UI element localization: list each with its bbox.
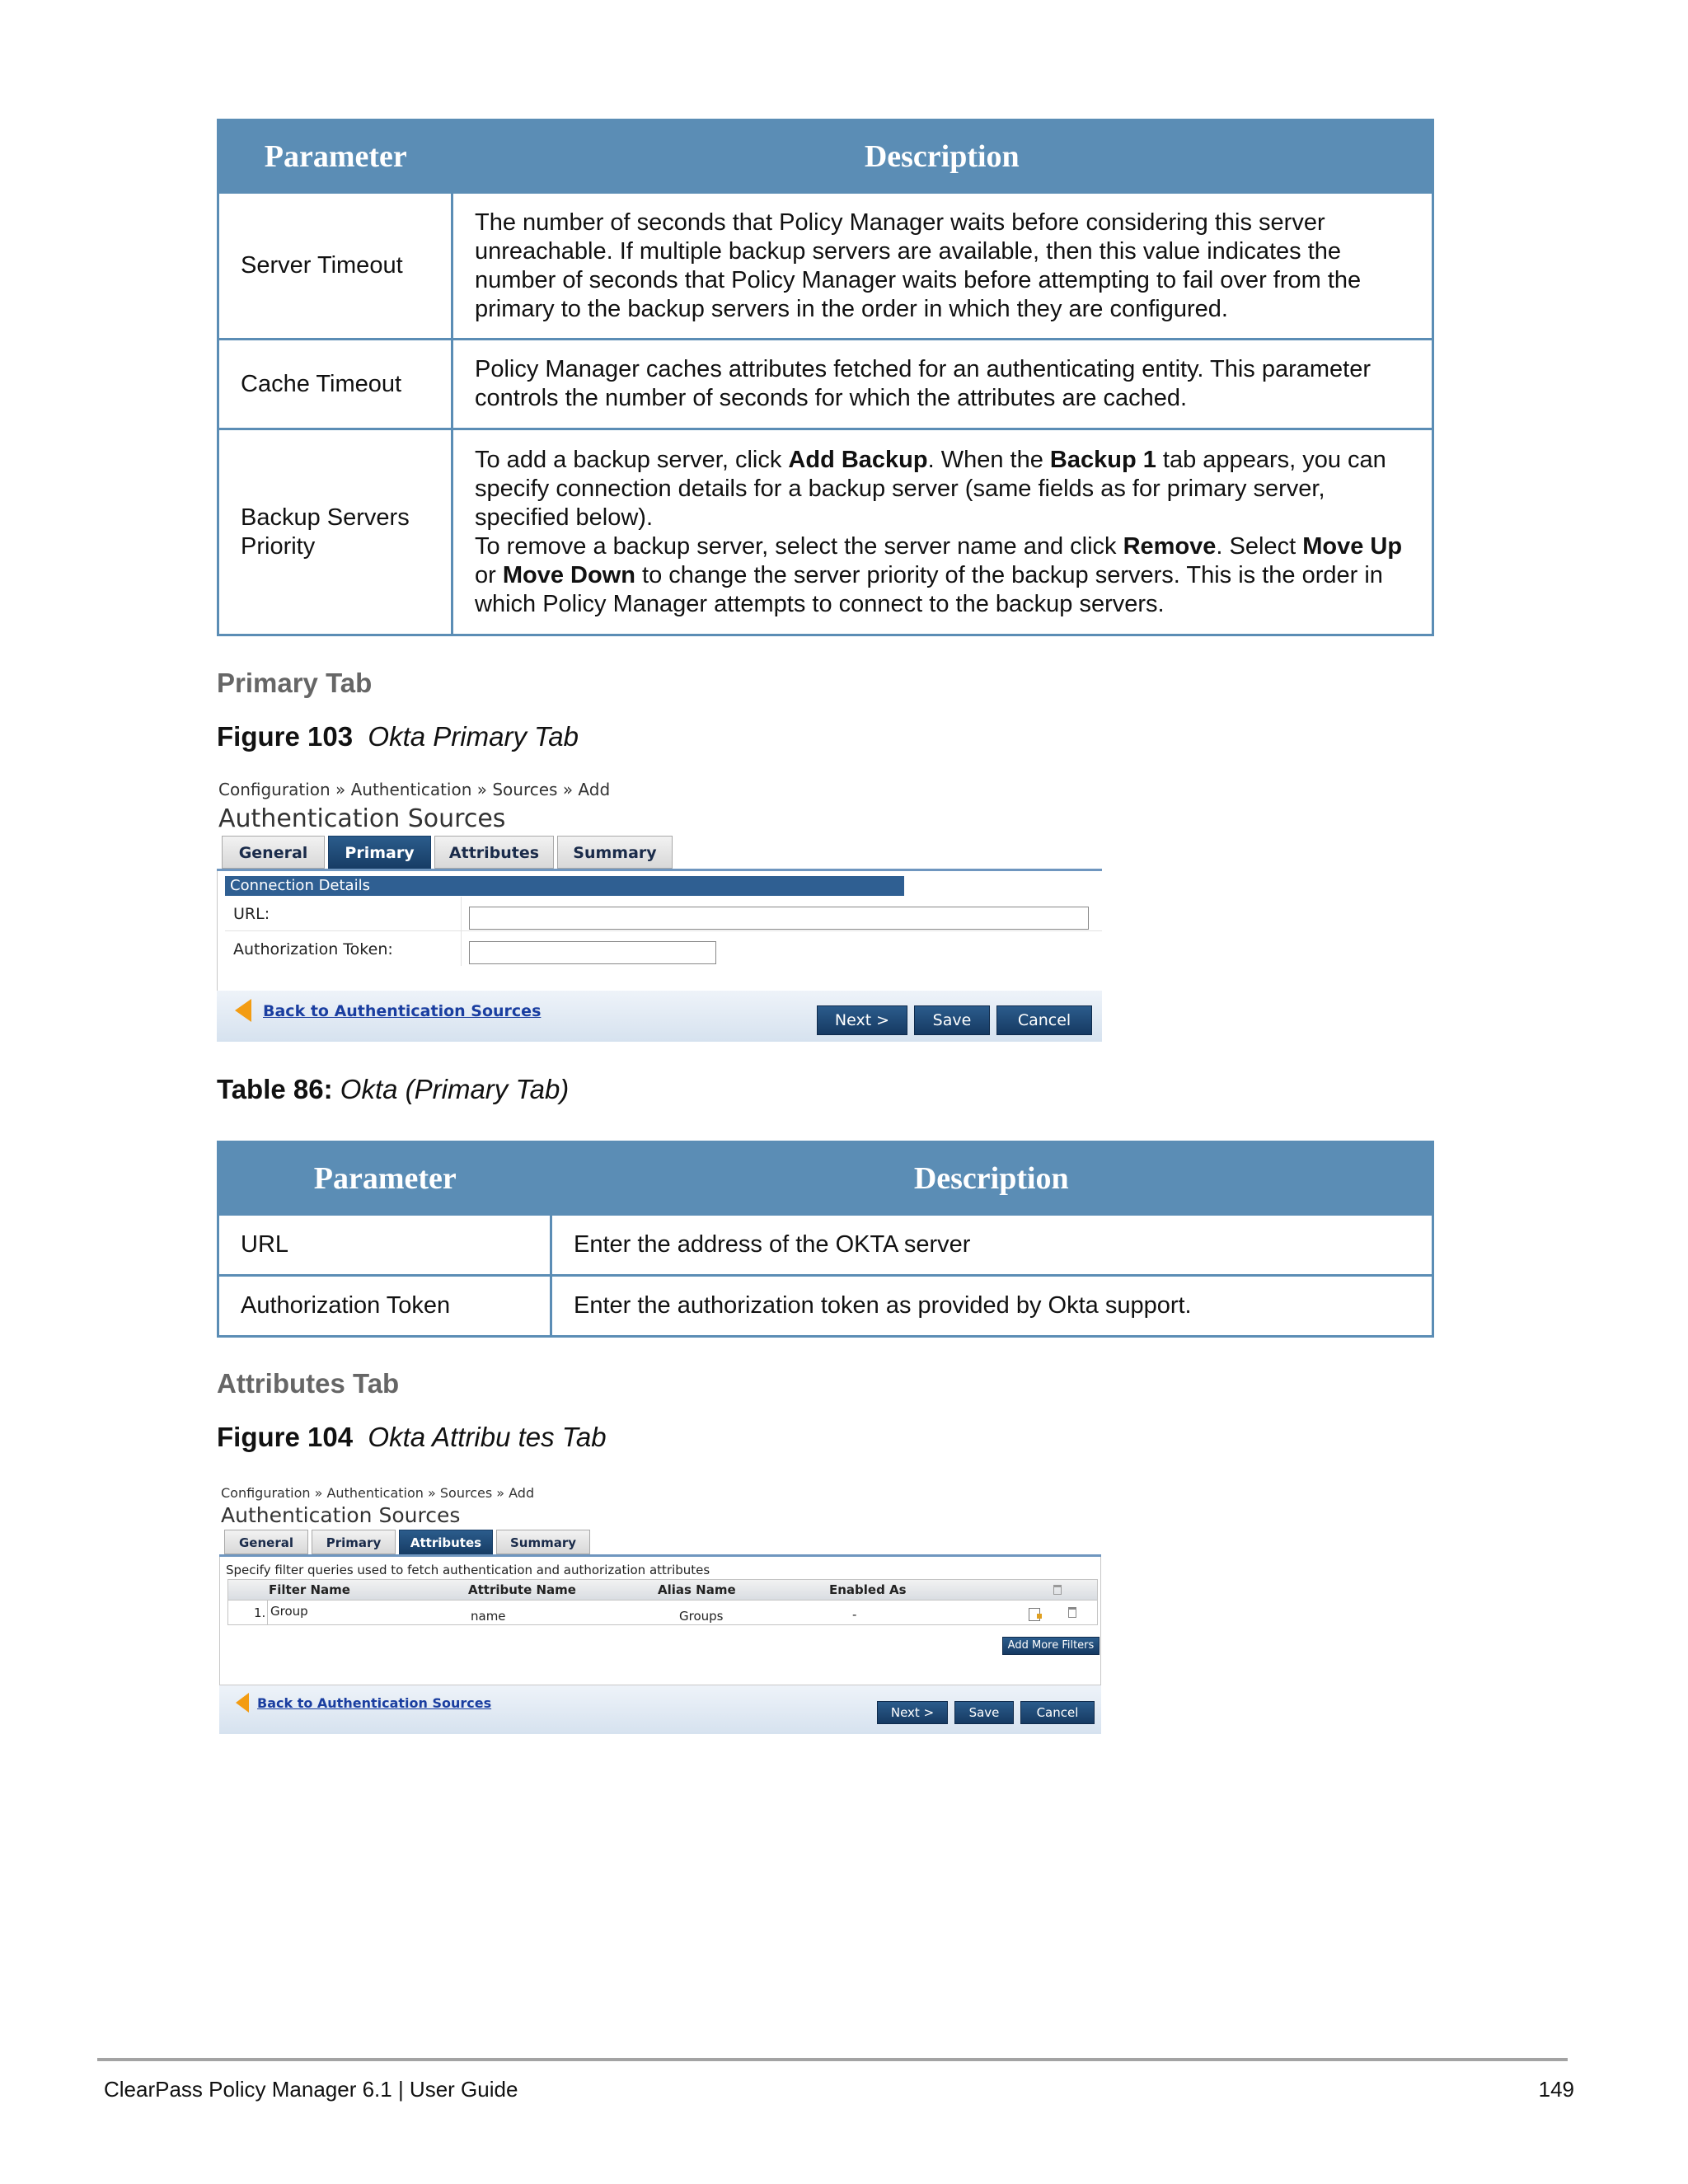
cancel-button[interactable]: Cancel	[996, 1005, 1092, 1035]
row-attribute-name: name	[471, 1609, 506, 1624]
figure-104-screenshot	[219, 1480, 1101, 1734]
back-to-auth-sources-link[interactable]: Back to Authentication Sources	[257, 1695, 492, 1711]
desc-url: Enter the address of the OKTA server	[551, 1215, 1433, 1276]
desc-server-timeout: The number of seconds that Policy Manager waits before considering this server unreachable. If multiple backup servers are available, then this value indicates the number of seconds that Policy Manager waits before attempting to fail over from the primary to the backup servers in the order in which they are configured.	[452, 193, 1433, 340]
col-alias-name: Alias Name	[658, 1582, 736, 1597]
tab-bar	[222, 836, 676, 869]
tab-summary[interactable]: Summary	[496, 1530, 590, 1554]
col-enabled-as: Enabled As	[829, 1582, 907, 1597]
param-backup-servers-priority: Backup Servers Priority	[218, 429, 452, 635]
tab-bar	[224, 1530, 593, 1554]
label-column-divider	[461, 897, 462, 966]
table-header-row	[218, 120, 1433, 193]
tab-summary[interactable]: Summary	[557, 836, 673, 869]
trash-header-icon	[1053, 1585, 1062, 1595]
figure-103-caption: Figure 103 Okta Primary Tab	[217, 721, 579, 752]
param-cache-timeout: Cache Timeout	[218, 340, 452, 429]
tab-general[interactable]: General	[222, 836, 325, 869]
row-index: 1.	[254, 1605, 266, 1620]
header-parameter: Parameter	[218, 120, 452, 193]
back-to-auth-sources-link[interactable]: Back to Authentication Sources	[263, 1002, 542, 1020]
row-filter-name: Group	[270, 1604, 308, 1619]
header-description: Description	[551, 1142, 1433, 1215]
index-divider	[267, 1601, 268, 1625]
save-button[interactable]: Save	[914, 1005, 990, 1035]
desc-authorization-token: Enter the authorization token as provided by Okta support.	[551, 1276, 1433, 1337]
table-86-caption: Table 86: Okta (Primary Tab)	[217, 1074, 570, 1104]
table-row	[218, 193, 1433, 340]
tab-primary[interactable]: Primary	[312, 1530, 396, 1554]
col-attribute-name: Attribute Name	[468, 1582, 576, 1597]
table-row	[218, 1215, 1433, 1276]
tab-attributes[interactable]: Attributes	[399, 1530, 493, 1554]
backup-settings-table	[217, 119, 1434, 636]
table-row[interactable]	[227, 1601, 1098, 1625]
tab-general[interactable]: General	[224, 1530, 308, 1554]
next-button[interactable]: Next >	[877, 1701, 948, 1724]
row-enabled-as: -	[852, 1607, 857, 1622]
table-row	[218, 429, 1433, 635]
add-more-filters-button[interactable]: Add More Filters	[1002, 1637, 1100, 1655]
footer-rule	[97, 2058, 1568, 2061]
breadcrumb: Configuration » Authentication » Sources » Add	[221, 1485, 535, 1501]
row-alias-name: Groups	[679, 1609, 724, 1624]
cancel-button[interactable]: Cancel	[1020, 1701, 1095, 1724]
url-label: URL:	[233, 905, 270, 923]
header-parameter: Parameter	[218, 1142, 551, 1215]
filters-description: Specify filter queries used to fetch authentication and authorization attributes	[226, 1563, 710, 1577]
delete-icon[interactable]	[1068, 1607, 1076, 1618]
token-input[interactable]	[469, 941, 716, 964]
col-filter-name: Filter Name	[269, 1582, 350, 1597]
token-label: Authorization Token:	[233, 940, 393, 958]
header-description: Description	[452, 120, 1433, 193]
okta-primary-tab-table	[217, 1141, 1434, 1338]
back-arrow-icon	[236, 1693, 249, 1713]
table-row	[218, 1276, 1433, 1337]
attributes-tab-heading: Attributes Tab	[217, 1368, 400, 1399]
tab-primary[interactable]: Primary	[328, 836, 431, 869]
back-arrow-icon	[235, 999, 251, 1022]
next-button[interactable]: Next >	[817, 1005, 907, 1035]
desc-cache-timeout: Policy Manager caches attributes fetched for an authenticating entity. This parameter controls the number of seconds for which the attributes are cached.	[452, 340, 1433, 429]
save-button[interactable]: Save	[954, 1701, 1014, 1724]
desc-add-backup: To add a backup server, click Add Backup. When the Backup 1 tab appears, you can specify connection details for a backup server (same fields as for primary server, specified below).	[475, 446, 1386, 531]
figure-103-screenshot	[217, 775, 1102, 1042]
connection-details-bar: Connection Details	[225, 876, 904, 896]
edit-pencil-icon	[1037, 1614, 1042, 1619]
param-server-timeout: Server Timeout	[218, 193, 452, 340]
table-row	[218, 340, 1433, 429]
param-url: URL	[218, 1215, 551, 1276]
figure-104-caption: Figure 104 Okta Attribu tes Tab	[217, 1422, 607, 1452]
param-authorization-token: Authorization Token	[218, 1276, 551, 1337]
url-input[interactable]	[469, 907, 1089, 930]
tab-attributes[interactable]: Attributes	[434, 836, 554, 869]
table-header-row	[218, 1142, 1433, 1215]
desc-remove-backup: To remove a backup server, select the server name and click Remove. Select Move Up or Move Down to change the server priority of the backup servers. This is the order in which Policy Manager attempts to connect to the backup servers.	[475, 532, 1403, 617]
breadcrumb: Configuration » Authentication » Sources » Add	[218, 780, 611, 799]
footer-page-number: 149	[1538, 2077, 1574, 2102]
page-title: Authentication Sources	[221, 1503, 461, 1527]
primary-tab-heading: Primary Tab	[217, 668, 373, 698]
footer-guide-title: ClearPass Policy Manager 6.1 | User Guide	[104, 2077, 518, 2102]
desc-backup-servers-priority	[452, 429, 1433, 635]
page-title: Authentication Sources	[218, 804, 506, 833]
